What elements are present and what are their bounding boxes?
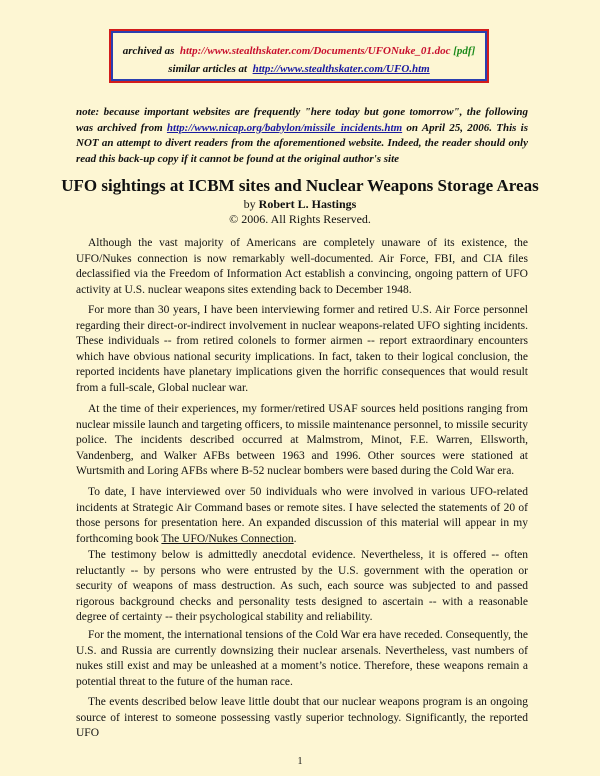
paragraph-5: The testimony below is admittedly anecdotal evidence. Nevertheless, it is offered -- often reluctantly -- by persons who were entrusted by the U.S. government with the operation or security of weapons of mass destruction. As such, each source was subjected to and passed rigorous background checks and personality tests designed to ascertain -- with a reasonable degree of certainty -- their psychological stability and reliability.: [76, 549, 528, 623]
byline: by Robert L. Hastings © 2006. All Rights Reserved.: [0, 197, 600, 227]
paragraph-7: The events described below leave little doubt that our nuclear weapons program is an ongoing source of interest to someone possessing vastly superior technology. Significantly, the reported UFO: [76, 696, 528, 739]
paragraph-2: For more than 30 years, I have been interviewing former and retired U.S. Air Force personnel regarding their direct-or-indirect involvement in nuclear weapons-related UFO sighting incidents. These individuals -- from retired colonels to former airmen -- report extraordinary encounters which have obvious national security implications. In fact, taken to their logical conclusion, the reported incidents have planetary implications given the horrific consequences that would result from a full-scale, Global nuclear war.: [76, 304, 528, 394]
archive-line-1: [111, 42, 487, 60]
paragraph-4: To date, I have interviewed over 50 individuals who were involved in various UFO-related incidents at Strategic Air Command bases or remote sites. I have selected the statements of 20 of those persons for presentation here. An expanded discussion of this material will appear in my forthcoming book The UFO/Nukes Connection.: [76, 486, 528, 545]
paragraph-6: For the moment, the international tensions of the Cold War era have receded. Consequently, the U.S. and Russia are currently downsizing their nuclear arsenals. Nevertheless, vast numbers of nukes still exist and may be unleashed at a moment’s notice. Therefore, these weapons remain a potential threat to the future of the human race.: [76, 629, 528, 688]
archive-line-2: [111, 60, 487, 78]
author-name: Robert L. Hastings: [258, 197, 357, 211]
similar-label: similar articles at: [168, 63, 248, 75]
archive-note: note: because important websites are frequently "here today but gone tomorrow", the following was archived from http://www.nicap.org/babylon/missile_incidents.htm on April 25, 2006. This is NOT an attempt to divert readers from the aforementioned website. Indeed, the reader should only read this back-up copy if it cannot be found at the original author's site: [76, 106, 528, 165]
archive-pdf-link[interactable]: [pdf]: [453, 45, 476, 57]
archive-doc-link[interactable]: http://www.stealthskater.com/Documents/UFONuke_01.doc: [179, 45, 451, 57]
archive-label: archived as: [122, 45, 175, 57]
paragraph-3: At the time of their experiences, my former/retired USAF sources held positions ranging from nuclear missile launch and targeting officers, to missile maintenance personnel, to missile security police. The incidents described occurred at Malmstrom, Minot, F.E. Warren, Ellsworth, Vandenberg, and Walker AFBs between 1963 and 1996. Other sources were stationed at Wurtsmith and Loring AFBs where B-52 nuclear bombers were based during the Cold War era.: [76, 403, 528, 477]
copyright: © 2006. All Rights Reserved.: [229, 212, 371, 226]
book-title-link[interactable]: The UFO/Nukes Connection: [161, 532, 294, 545]
similar-articles-link[interactable]: http://www.stealthskater.com/UFO.htm: [252, 63, 430, 75]
article-title: UFO sightings at ICBM sites and Nuclear Weapons Storage Areas: [61, 176, 539, 195]
source-link[interactable]: http://www.nicap.org/babylon/missile_incidents.htm: [166, 121, 403, 134]
archive-notice-box: [109, 29, 489, 83]
paragraph-1: Although the vast majority of Americans are completely unaware of its existence, the UFO/Nukes connection is now remarkably well-documented. Air Force, FBI, and CIA files declassified via the Freedom of Information Act establish a convincing, ongoing pattern of UFO activity at U.S. nuclear weapons sites extending back to December 1948.: [76, 237, 528, 296]
page-number: 1: [297, 756, 303, 767]
